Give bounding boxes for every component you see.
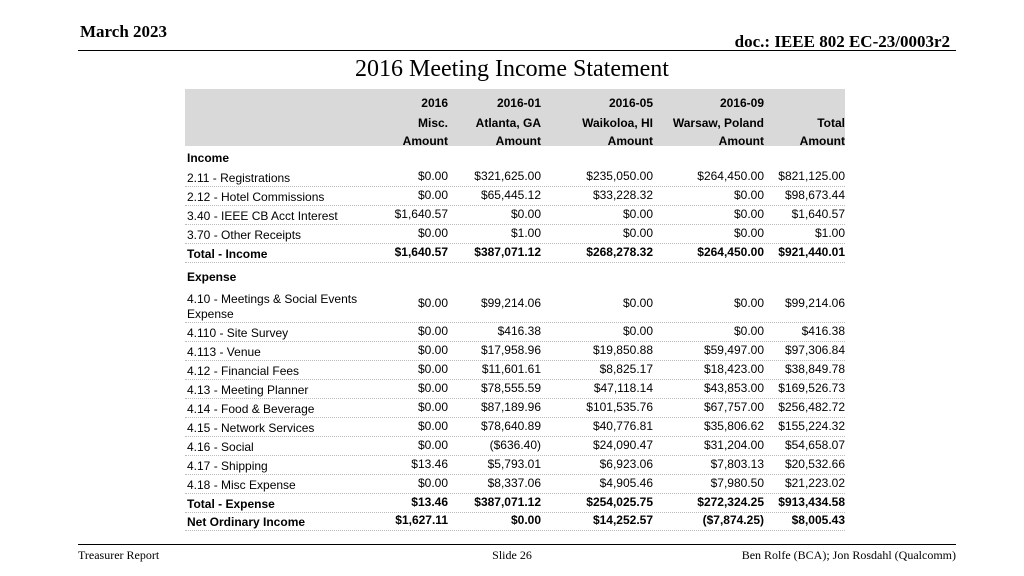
expense-row-value-2: $416.38 bbox=[497, 324, 541, 338]
expense-row-value-4: $31,204.00 bbox=[703, 438, 764, 452]
income-row-label: 3.70 - Other Receipts bbox=[187, 228, 302, 242]
expense-row-value-1: $0.00 bbox=[417, 476, 448, 490]
expense-row-value-1: $0.00 bbox=[417, 419, 448, 433]
expense-row-first-label-line2: Expense bbox=[187, 307, 234, 321]
expense-row-value-5: $21,223.02 bbox=[784, 476, 845, 490]
expense-row-label: 4.17 - Shipping bbox=[187, 459, 268, 473]
expense-row-first-value-1: $0.00 bbox=[417, 296, 448, 310]
column-header-4-line2: Warsaw, Poland bbox=[672, 116, 764, 130]
income-row-value-5: $1.00 bbox=[814, 226, 845, 240]
expense-row-first-label-line1: 4.10 - Meetings & Social Events bbox=[187, 292, 358, 306]
column-header-2-line2: Atlanta, GA bbox=[475, 116, 541, 130]
income-total-row-value-5: $921,440.01 bbox=[778, 245, 845, 259]
expense-row-first-value-2: $99,214.06 bbox=[480, 296, 541, 310]
income-row-value-1: $0.00 bbox=[417, 188, 448, 202]
expense-row-rule bbox=[185, 474, 845, 475]
income-row-value-3: $235,050.00 bbox=[586, 169, 653, 183]
expense-row-value-5: $38,849.78 bbox=[784, 362, 845, 376]
expense-row-value-3: $6,923.06 bbox=[599, 457, 653, 471]
net-income-row-label: Net Ordinary Income bbox=[187, 515, 306, 529]
column-header-3-line2: Waikoloa, HI bbox=[582, 116, 653, 130]
column-header-2-line1: 2016-01 bbox=[496, 96, 541, 110]
expense-row-first-value-5: $99,214.06 bbox=[784, 296, 845, 310]
expense-row-rule bbox=[185, 455, 845, 456]
expense-row-label: 4.14 - Food & Beverage bbox=[187, 402, 315, 416]
income-row-value-4: $0.00 bbox=[733, 207, 764, 221]
expense-row-value-2: $78,640.89 bbox=[480, 419, 541, 433]
expense-row-rule bbox=[185, 436, 845, 437]
column-header-1-line2: Misc. bbox=[417, 116, 448, 130]
income-row-value-1: $0.00 bbox=[417, 169, 448, 183]
expense-row-value-2: $87,189.96 bbox=[480, 400, 541, 414]
header-doc-id: doc.: IEEE 802 EC-23/0003r2 bbox=[734, 32, 950, 51]
expense-row-value-3: $0.00 bbox=[622, 324, 653, 338]
expense-row-value-3: $19,850.88 bbox=[592, 343, 653, 357]
income-section-label: Income bbox=[187, 151, 230, 165]
footer-left: Treasurer Report bbox=[78, 548, 160, 562]
income-row-label: 3.40 - IEEE CB Acct Interest bbox=[187, 209, 338, 223]
expense-total-row-value-3: $254,025.75 bbox=[586, 495, 653, 509]
expense-row-rule bbox=[185, 493, 845, 494]
expense-row-label: 4.18 - Misc Expense bbox=[187, 478, 296, 492]
expense-row-rule bbox=[185, 379, 845, 380]
income-total-row-value-1: $1,640.57 bbox=[394, 245, 448, 259]
net-income-row-value-1: $1,627.11 bbox=[395, 513, 448, 527]
page-title: 2016 Meeting Income Statement bbox=[355, 56, 669, 82]
footer-authors: Ben Rolfe (BCA); Jon Rosdahl (Qualcomm) bbox=[741, 548, 956, 562]
expense-row-rule bbox=[185, 398, 845, 399]
expense-row-value-4: $0.00 bbox=[733, 324, 764, 338]
expense-row-value-4: $7,980.50 bbox=[710, 476, 764, 490]
expense-row-value-1: $0.00 bbox=[417, 324, 448, 338]
column-header-4-line1: 2016-09 bbox=[719, 96, 764, 110]
expense-total-row-value-4: $272,324.25 bbox=[697, 495, 764, 509]
income-total-row-rule bbox=[185, 262, 845, 263]
income-total-row-value-4: $264,450.00 bbox=[697, 245, 764, 259]
income-row-value-3: $33,228.32 bbox=[592, 188, 653, 202]
expense-total-row-value-5: $913,434.58 bbox=[778, 495, 845, 509]
expense-row-value-4: $59,497.00 bbox=[703, 343, 764, 357]
expense-row-value-4: $43,853.00 bbox=[703, 381, 764, 395]
expense-row-label: 4.113 - Venue bbox=[187, 345, 261, 359]
income-row-value-5: $98,673.44 bbox=[784, 188, 845, 202]
expense-total-row-value-2: $387,071.12 bbox=[474, 495, 541, 509]
income-row-value-2: $0.00 bbox=[510, 207, 541, 221]
expense-row-value-5: $20,532.66 bbox=[784, 457, 845, 471]
income-row-value-4: $0.00 bbox=[733, 188, 764, 202]
income-row-value-5: $821,125.00 bbox=[778, 169, 845, 183]
expense-row-value-3: $24,090.47 bbox=[592, 438, 653, 452]
column-header-2-line3: Amount bbox=[495, 134, 541, 148]
income-row-value-2: $321,625.00 bbox=[474, 169, 541, 183]
income-total-row-value-2: $387,071.12 bbox=[474, 245, 541, 259]
income-row-value-4: $264,450.00 bbox=[697, 169, 764, 183]
expense-row-value-5: $54,658.07 bbox=[784, 438, 845, 452]
income-row-rule bbox=[185, 243, 845, 244]
expense-row-value-3: $101,535.76 bbox=[586, 400, 653, 414]
expense-row-rule bbox=[185, 360, 845, 361]
footer-rule bbox=[78, 544, 956, 545]
expense-row-value-2: $8,337.06 bbox=[487, 476, 541, 490]
expense-row-value-3: $4,905.46 bbox=[599, 476, 653, 490]
income-row-rule bbox=[185, 224, 845, 225]
expense-row-rule bbox=[185, 417, 845, 418]
expense-row-value-5: $169,526.73 bbox=[778, 381, 845, 395]
expense-row-value-2: ($636.40) bbox=[489, 438, 541, 452]
expense-row-value-5: $155,224.32 bbox=[778, 419, 845, 433]
income-row-value-2: $65,445.12 bbox=[480, 188, 541, 202]
expense-row-value-2: $5,793.01 bbox=[487, 457, 541, 471]
footer-slide-number: Slide 26 bbox=[492, 548, 532, 562]
expense-row-value-1: $0.00 bbox=[417, 400, 448, 414]
income-total-row-label: Total - Income bbox=[187, 247, 268, 261]
income-row-rule bbox=[185, 205, 845, 206]
expense-row-label: 4.12 - Financial Fees bbox=[187, 364, 300, 378]
income-row-label: 2.11 - Registrations bbox=[187, 171, 291, 185]
expense-row-first-value-3: $0.00 bbox=[622, 296, 653, 310]
expense-row-label: 4.110 - Site Survey bbox=[187, 326, 289, 340]
column-header-5-line2: Total bbox=[817, 116, 845, 130]
income-row-value-1: $0.00 bbox=[417, 226, 448, 240]
expense-row-value-5: $97,306.84 bbox=[784, 343, 845, 357]
income-row-value-1: $1,640.57 bbox=[394, 207, 448, 221]
income-row-value-4: $0.00 bbox=[733, 226, 764, 240]
expense-total-row-label: Total - Expense bbox=[187, 497, 275, 511]
net-income-row-rule bbox=[185, 530, 845, 531]
expense-section-label: Expense bbox=[187, 270, 237, 284]
expense-row-value-1: $13.46 bbox=[411, 457, 448, 471]
expense-row-label: 4.15 - Network Services bbox=[187, 421, 315, 435]
expense-row-value-3: $40,776.81 bbox=[592, 419, 653, 433]
header-date: March 2023 bbox=[80, 22, 168, 41]
income-total-row-value-3: $268,278.32 bbox=[586, 245, 653, 259]
expense-row-first-value-4: $0.00 bbox=[733, 296, 764, 310]
net-income-row-value-5: $8,005.43 bbox=[791, 513, 845, 527]
expense-row-label: 4.13 - Meeting Planner bbox=[187, 383, 309, 397]
column-header-3-line3: Amount bbox=[607, 134, 653, 148]
expense-row-value-1: $0.00 bbox=[417, 381, 448, 395]
expense-row-value-2: $11,601.61 bbox=[481, 362, 541, 376]
column-header-1-line1: 2016 bbox=[421, 96, 448, 110]
expense-row-value-5: $416.38 bbox=[801, 324, 845, 338]
expense-row-rule bbox=[185, 341, 845, 342]
income-row-rule bbox=[185, 186, 845, 187]
income-row-value-3: $0.00 bbox=[622, 207, 653, 221]
expense-row-value-1: $0.00 bbox=[417, 362, 448, 376]
expense-row-value-4: $67,757.00 bbox=[703, 400, 764, 414]
column-header-3-line1: 2016-05 bbox=[608, 96, 653, 110]
income-row-value-2: $1.00 bbox=[510, 226, 541, 240]
expense-row-value-4: $7,803.13 bbox=[710, 457, 764, 471]
expense-row-label: 4.16 - Social bbox=[187, 440, 254, 454]
income-row-value-3: $0.00 bbox=[622, 226, 653, 240]
net-income-row-value-3: $14,252.57 bbox=[592, 513, 653, 527]
net-income-row-value-2: $0.00 bbox=[510, 513, 541, 527]
expense-row-value-4: $18,423.00 bbox=[703, 362, 764, 376]
expense-row-value-3: $8,825.17 bbox=[599, 362, 653, 376]
net-income-row-value-4: ($7,874.25) bbox=[702, 513, 764, 527]
column-header-1-line3: Amount bbox=[402, 134, 448, 148]
expense-row-value-1: $0.00 bbox=[417, 343, 448, 357]
income-row-value-5: $1,640.57 bbox=[791, 207, 845, 221]
expense-row-value-3: $47,118.14 bbox=[593, 381, 653, 395]
expense-row-value-2: $17,958.96 bbox=[480, 343, 541, 357]
expense-row-first-rule bbox=[185, 322, 845, 323]
header-rule bbox=[78, 50, 956, 51]
expense-total-row-value-1: $13.46 bbox=[411, 495, 448, 509]
expense-row-value-4: $35,806.62 bbox=[703, 419, 764, 433]
expense-row-value-5: $256,482.72 bbox=[778, 400, 845, 414]
column-header-5-line3: Amount bbox=[799, 134, 845, 148]
expense-row-value-2: $78,555.59 bbox=[480, 381, 541, 395]
expense-row-value-1: $0.00 bbox=[417, 438, 448, 452]
column-header-4-line3: Amount bbox=[718, 134, 764, 148]
income-row-label: 2.12 - Hotel Commissions bbox=[187, 190, 325, 204]
